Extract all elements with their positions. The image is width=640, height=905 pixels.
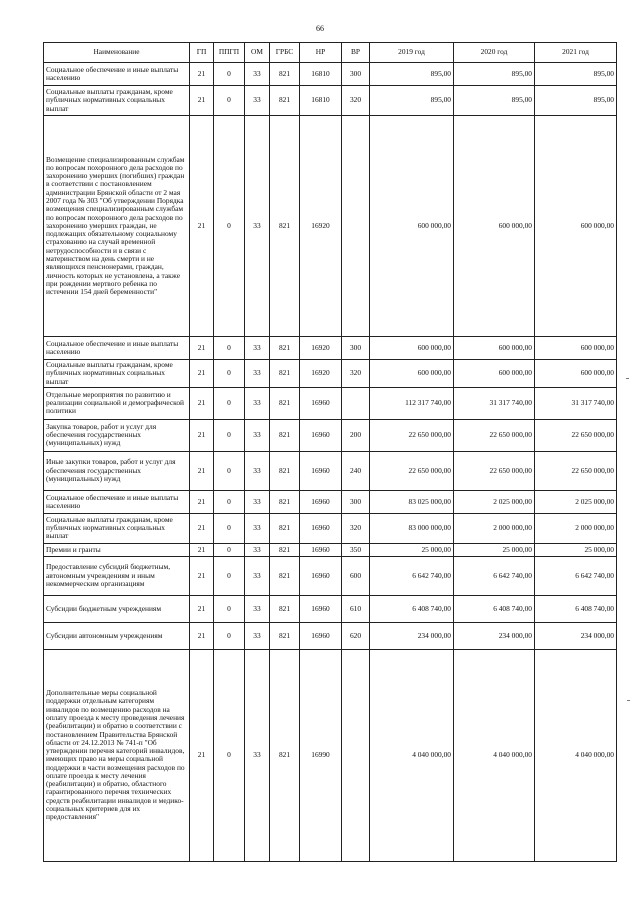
row-grbs: 821 [270, 490, 300, 513]
row-2020: 600 000,00 [454, 116, 535, 337]
table-row [44, 337, 617, 360]
row-nr: 16960 [300, 543, 342, 556]
row-nr: 16960 [300, 419, 342, 451]
scan-mark [626, 378, 629, 379]
row-om: 33 [245, 63, 270, 86]
row-gp: 21 [190, 387, 214, 419]
row-vr: 320 [342, 513, 370, 543]
row-2021: 600 000,00 [535, 337, 617, 360]
row-gp: 21 [190, 595, 214, 622]
row-2019: 4 040 000,00 [370, 649, 454, 861]
row-om: 33 [245, 649, 270, 861]
table-row [44, 116, 617, 337]
table-row [44, 543, 617, 556]
row-2019: 600 000,00 [370, 360, 454, 388]
row-om: 33 [245, 622, 270, 649]
row-grbs: 821 [270, 387, 300, 419]
row-om: 33 [245, 595, 270, 622]
row-2019: 6 408 740,00 [370, 595, 454, 622]
row-2019: 6 642 740,00 [370, 556, 454, 595]
row-grbs: 821 [270, 419, 300, 451]
row-2020: 25 000,00 [454, 543, 535, 556]
row-name: Социальное обеспечение и иные выплаты населению [44, 337, 190, 360]
row-name: Социальные выплаты гражданам, кроме публичных нормативных социальных выплат [44, 86, 190, 116]
row-vr: 600 [342, 556, 370, 595]
row-gp: 21 [190, 513, 214, 543]
row-om: 33 [245, 116, 270, 337]
row-nr: 16960 [300, 595, 342, 622]
row-grbs: 821 [270, 116, 300, 337]
row-ppgp: 0 [214, 649, 245, 861]
row-om: 33 [245, 556, 270, 595]
row-2020: 22 650 000,00 [454, 451, 535, 490]
row-gp: 21 [190, 337, 214, 360]
row-2021: 6 408 740,00 [535, 595, 617, 622]
row-om: 33 [245, 451, 270, 490]
header-2020: 2020 год [454, 43, 535, 63]
row-ppgp: 0 [214, 337, 245, 360]
row-om: 33 [245, 513, 270, 543]
row-om: 33 [245, 490, 270, 513]
table-row [44, 622, 617, 649]
row-grbs: 821 [270, 543, 300, 556]
row-2019: 112 317 740,00 [370, 387, 454, 419]
row-2020: 600 000,00 [454, 337, 535, 360]
row-name: Субсидии бюджетным учреждениям [44, 595, 190, 622]
row-gp: 21 [190, 556, 214, 595]
row-grbs: 821 [270, 337, 300, 360]
row-2019: 600 000,00 [370, 116, 454, 337]
row-2020: 895,00 [454, 63, 535, 86]
table-row [44, 649, 617, 861]
row-name: Социальное обеспечение и иные выплаты населению [44, 63, 190, 86]
row-om: 33 [245, 419, 270, 451]
header-name: Наименование [44, 43, 190, 63]
row-nr: 16990 [300, 649, 342, 861]
row-2019: 83 025 000,00 [370, 490, 454, 513]
row-name: Отдельные мероприятия по развитию и реализации социальной и демографической политики [44, 387, 190, 419]
table-row [44, 490, 617, 513]
row-vr: 320 [342, 86, 370, 116]
page-number: 66 [316, 24, 324, 33]
row-2021: 895,00 [535, 63, 617, 86]
row-ppgp: 0 [214, 490, 245, 513]
row-2021: 234 000,00 [535, 622, 617, 649]
row-gp: 21 [190, 419, 214, 451]
row-nr: 16920 [300, 360, 342, 388]
row-2021: 6 642 740,00 [535, 556, 617, 595]
row-2020: 31 317 740,00 [454, 387, 535, 419]
row-gp: 21 [190, 86, 214, 116]
table-row [44, 387, 617, 419]
scan-mark [627, 700, 630, 701]
table-header-row [44, 43, 617, 63]
row-ppgp: 0 [214, 360, 245, 388]
row-2021: 4 040 000,00 [535, 649, 617, 861]
row-vr: 320 [342, 360, 370, 388]
row-2020: 600 000,00 [454, 360, 535, 388]
row-ppgp: 0 [214, 543, 245, 556]
row-ppgp: 0 [214, 86, 245, 116]
row-vr: 300 [342, 63, 370, 86]
table-row [44, 360, 617, 388]
row-grbs: 821 [270, 63, 300, 86]
row-2020: 234 000,00 [454, 622, 535, 649]
budget-table [43, 42, 617, 862]
row-vr: 300 [342, 337, 370, 360]
row-om: 33 [245, 86, 270, 116]
row-om: 33 [245, 543, 270, 556]
header-gp: ГП [190, 43, 214, 63]
row-2021: 895,00 [535, 86, 617, 116]
row-vr: 350 [342, 543, 370, 556]
row-ppgp: 0 [214, 595, 245, 622]
row-vr [342, 116, 370, 337]
row-name: Иные закупки товаров, работ и услуг для обеспечения государственных (муниципальных) нужд [44, 451, 190, 490]
row-ppgp: 0 [214, 622, 245, 649]
header-2019: 2019 год [370, 43, 454, 63]
row-grbs: 821 [270, 86, 300, 116]
table-row [44, 63, 617, 86]
row-2021: 22 650 000,00 [535, 419, 617, 451]
row-2020: 895,00 [454, 86, 535, 116]
row-grbs: 821 [270, 451, 300, 490]
row-name: Закупка товаров, работ и услуг для обеспечения государственных (муниципальных) нужд [44, 419, 190, 451]
row-vr: 620 [342, 622, 370, 649]
header-vr: ВР [342, 43, 370, 63]
row-name: Дополнительные меры социальной поддержки отдельным категориям инвалидов по возмещению расходов на оплату проезда к месту проведения лечения (реабилитации) и обратно в соответствии с постановлением Правительства Брянской области от 24.12.2013 № 741-п "Об утверждении перечня категорий инвалидов, имеющих право на меры социальной поддержки в части возмещения расходов по оплате проезда к месту лечения (реабилитации) и обратно, областного гарантированного перечня технических средств реабилитации инвалидов и медико-социальных критериев для их предоставления" [44, 649, 190, 861]
row-nr: 16960 [300, 490, 342, 513]
row-name: Субсидии автономным учреждениям [44, 622, 190, 649]
row-nr: 16810 [300, 86, 342, 116]
row-name: Социальные выплаты гражданам, кроме публичных нормативных социальных выплат [44, 513, 190, 543]
row-vr: 240 [342, 451, 370, 490]
row-grbs: 821 [270, 622, 300, 649]
row-2021: 600 000,00 [535, 116, 617, 337]
row-gp: 21 [190, 63, 214, 86]
row-2020: 22 650 000,00 [454, 419, 535, 451]
row-om: 33 [245, 387, 270, 419]
row-vr: 300 [342, 490, 370, 513]
row-nr: 16960 [300, 387, 342, 419]
row-2019: 22 650 000,00 [370, 419, 454, 451]
row-2019: 22 650 000,00 [370, 451, 454, 490]
row-nr: 16960 [300, 451, 342, 490]
row-grbs: 821 [270, 556, 300, 595]
row-ppgp: 0 [214, 63, 245, 86]
row-ppgp: 0 [214, 556, 245, 595]
row-nr: 16810 [300, 63, 342, 86]
row-2020: 4 040 000,00 [454, 649, 535, 861]
row-ppgp: 0 [214, 116, 245, 337]
row-gp: 21 [190, 649, 214, 861]
row-2021: 2 025 000,00 [535, 490, 617, 513]
row-name: Возмещение специализированным службам по вопросам похоронного дела расходов по захоронению умерших (погибших) граждан в соответствии с постановлением администрации Брянской области от 2 мая 2007 года № 303 "Об утверждении Порядка возмещения специализированным службам по вопросам похоронного дела расходов по захоронению умерших граждан, не подлежащих обязательному социальному страхованию на случай временной нетрудоспособности и в связи с материнством на день смерти и не являющихся пенсионерами, граждан, личность которых не установлена, а также при рождении мертвого ребенка по истечении 154 дней беременности" [44, 116, 190, 337]
row-ppgp: 0 [214, 451, 245, 490]
row-vr [342, 387, 370, 419]
row-nr: 16960 [300, 622, 342, 649]
row-2021: 600 000,00 [535, 360, 617, 388]
row-ppgp: 0 [214, 513, 245, 543]
table-row [44, 595, 617, 622]
row-2019: 895,00 [370, 86, 454, 116]
row-2021: 2 000 000,00 [535, 513, 617, 543]
row-2020: 6 642 740,00 [454, 556, 535, 595]
row-gp: 21 [190, 490, 214, 513]
row-gp: 21 [190, 451, 214, 490]
table-row [44, 513, 617, 543]
row-2020: 2 000 000,00 [454, 513, 535, 543]
row-grbs: 821 [270, 513, 300, 543]
row-2019: 83 000 000,00 [370, 513, 454, 543]
table-row [44, 86, 617, 116]
row-2021: 22 650 000,00 [535, 451, 617, 490]
row-vr [342, 649, 370, 861]
row-name: Социальное обеспечение и иные выплаты населению [44, 490, 190, 513]
row-vr: 610 [342, 595, 370, 622]
row-2021: 31 317 740,00 [535, 387, 617, 419]
row-2019: 600 000,00 [370, 337, 454, 360]
row-vr: 200 [342, 419, 370, 451]
row-name: Социальные выплаты гражданам, кроме публичных нормативных социальных выплат [44, 360, 190, 388]
row-2019: 25 000,00 [370, 543, 454, 556]
row-grbs: 821 [270, 360, 300, 388]
header-grbs: ГРБС [270, 43, 300, 63]
row-gp: 21 [190, 116, 214, 337]
row-grbs: 821 [270, 595, 300, 622]
table-row [44, 451, 617, 490]
row-nr: 16920 [300, 337, 342, 360]
row-2019: 234 000,00 [370, 622, 454, 649]
row-grbs: 821 [270, 649, 300, 861]
row-gp: 21 [190, 622, 214, 649]
row-ppgp: 0 [214, 387, 245, 419]
row-om: 33 [245, 337, 270, 360]
table-row [44, 556, 617, 595]
table-row [44, 419, 617, 451]
row-2020: 2 025 000,00 [454, 490, 535, 513]
header-2021: 2021 год [535, 43, 617, 63]
row-name: Предоставление субсидий бюджетным, автономным учреждениям и иным некоммерческим организациям [44, 556, 190, 595]
row-2021: 25 000,00 [535, 543, 617, 556]
header-nr: НР [300, 43, 342, 63]
row-gp: 21 [190, 360, 214, 388]
row-om: 33 [245, 360, 270, 388]
header-om: ОМ [245, 43, 270, 63]
row-name: Премии и гранты [44, 543, 190, 556]
row-nr: 16960 [300, 556, 342, 595]
header-ppgp: ППГП [214, 43, 245, 63]
row-2019: 895,00 [370, 63, 454, 86]
row-nr: 16920 [300, 116, 342, 337]
row-ppgp: 0 [214, 419, 245, 451]
row-gp: 21 [190, 543, 214, 556]
row-2020: 6 408 740,00 [454, 595, 535, 622]
row-nr: 16960 [300, 513, 342, 543]
